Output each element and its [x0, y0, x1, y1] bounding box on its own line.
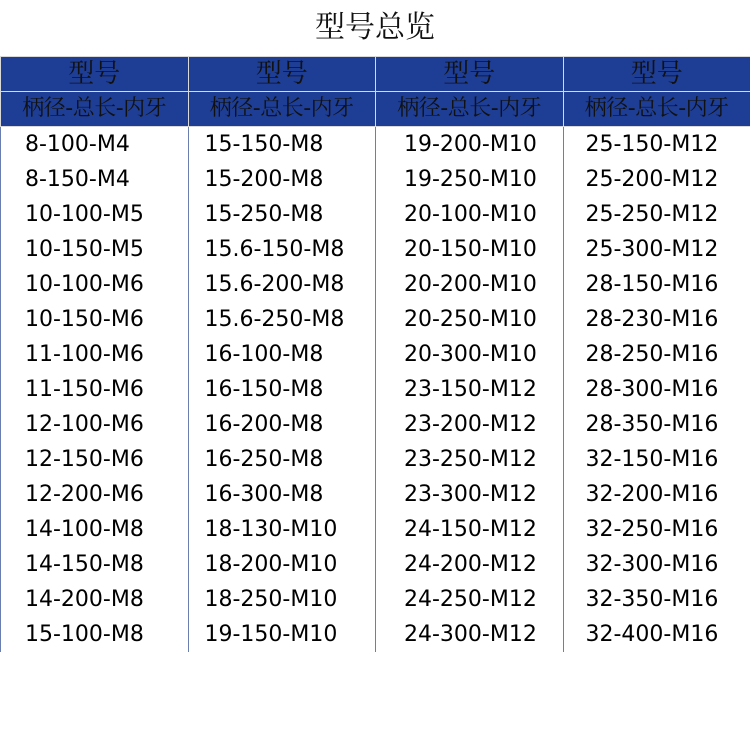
model-cell: 20-100-M10 — [376, 197, 564, 232]
model-cell: 15-200-M8 — [188, 162, 376, 197]
table-body — [1, 127, 750, 653]
header-cell-model: 型号 — [188, 57, 376, 92]
model-cell: 24-250-M12 — [376, 582, 564, 617]
model-table — [0, 56, 750, 652]
model-cell: 24-200-M12 — [376, 547, 564, 582]
model-cell: 25-200-M12 — [563, 162, 750, 197]
model-cell: 15.6-150-M8 — [188, 232, 376, 267]
model-cell: 12-150-M6 — [1, 442, 189, 477]
header-cell-spec: 柄径-总长-内牙 — [376, 92, 564, 127]
model-cell: 10-150-M6 — [1, 302, 189, 337]
model-cell: 32-250-M16 — [563, 512, 750, 547]
model-cell: 15-100-M8 — [1, 617, 189, 652]
table-row — [1, 477, 750, 512]
table-row — [1, 372, 750, 407]
header-row-model — [1, 57, 750, 92]
model-cell: 23-250-M12 — [376, 442, 564, 477]
table-row — [1, 617, 750, 652]
model-cell: 20-300-M10 — [376, 337, 564, 372]
header-cell-spec: 柄径-总长-内牙 — [188, 92, 376, 127]
table-row — [1, 267, 750, 302]
model-cell: 28-150-M16 — [563, 267, 750, 302]
model-cell: 16-300-M8 — [188, 477, 376, 512]
model-cell: 24-150-M12 — [376, 512, 564, 547]
header-cell-spec: 柄径-总长-内牙 — [1, 92, 189, 127]
model-cell: 14-200-M8 — [1, 582, 189, 617]
model-cell: 12-200-M6 — [1, 477, 189, 512]
model-cell: 8-100-M4 — [1, 127, 189, 163]
model-cell: 32-300-M16 — [563, 547, 750, 582]
model-cell: 15-250-M8 — [188, 197, 376, 232]
model-cell: 24-300-M12 — [376, 617, 564, 652]
table-row — [1, 582, 750, 617]
table-row — [1, 337, 750, 372]
model-cell: 23-300-M12 — [376, 477, 564, 512]
model-cell: 32-400-M16 — [563, 617, 750, 652]
model-cell: 19-250-M10 — [376, 162, 564, 197]
header-cell-model: 型号 — [376, 57, 564, 92]
model-cell: 15.6-200-M8 — [188, 267, 376, 302]
table-row — [1, 547, 750, 582]
table-row — [1, 127, 750, 163]
model-cell: 23-150-M12 — [376, 372, 564, 407]
model-cell: 32-200-M16 — [563, 477, 750, 512]
model-cell: 28-230-M16 — [563, 302, 750, 337]
model-cell: 10-150-M5 — [1, 232, 189, 267]
model-cell: 19-200-M10 — [376, 127, 564, 163]
model-cell: 20-200-M10 — [376, 267, 564, 302]
model-cell: 11-150-M6 — [1, 372, 189, 407]
page-title: 型号总览 — [315, 10, 435, 45]
model-cell: 10-100-M5 — [1, 197, 189, 232]
header-cell-spec: 柄径-总长-内牙 — [563, 92, 750, 127]
model-cell: 32-150-M16 — [563, 442, 750, 477]
model-cell: 32-350-M16 — [563, 582, 750, 617]
table-row — [1, 407, 750, 442]
model-cell: 10-100-M6 — [1, 267, 189, 302]
model-cell: 16-250-M8 — [188, 442, 376, 477]
header-cell-model: 型号 — [563, 57, 750, 92]
model-cell: 15.6-250-M8 — [188, 302, 376, 337]
model-cell: 12-100-M6 — [1, 407, 189, 442]
table-row — [1, 232, 750, 267]
model-cell: 20-250-M10 — [376, 302, 564, 337]
table-row — [1, 512, 750, 547]
model-cell: 15-150-M8 — [188, 127, 376, 163]
table-row — [1, 197, 750, 232]
model-cell: 25-250-M12 — [563, 197, 750, 232]
model-cell: 19-150-M10 — [188, 617, 376, 652]
table-row — [1, 162, 750, 197]
model-cell: 18-200-M10 — [188, 547, 376, 582]
model-cell: 8-150-M4 — [1, 162, 189, 197]
model-cell: 16-150-M8 — [188, 372, 376, 407]
header-cell-model: 型号 — [1, 57, 189, 92]
model-cell: 25-300-M12 — [563, 232, 750, 267]
model-cell: 23-200-M12 — [376, 407, 564, 442]
model-cell: 18-250-M10 — [188, 582, 376, 617]
model-cell: 14-100-M8 — [1, 512, 189, 547]
model-cell: 28-250-M16 — [563, 337, 750, 372]
model-cell: 16-200-M8 — [188, 407, 376, 442]
model-cell: 14-150-M8 — [1, 547, 189, 582]
model-cell: 25-150-M12 — [563, 127, 750, 163]
header-row-spec — [1, 92, 750, 127]
model-cell: 18-130-M10 — [188, 512, 376, 547]
model-cell: 28-350-M16 — [563, 407, 750, 442]
model-cell: 11-100-M6 — [1, 337, 189, 372]
table-row — [1, 302, 750, 337]
model-cell: 20-150-M10 — [376, 232, 564, 267]
model-cell: 16-100-M8 — [188, 337, 376, 372]
table-row — [1, 442, 750, 477]
model-cell: 28-300-M16 — [563, 372, 750, 407]
